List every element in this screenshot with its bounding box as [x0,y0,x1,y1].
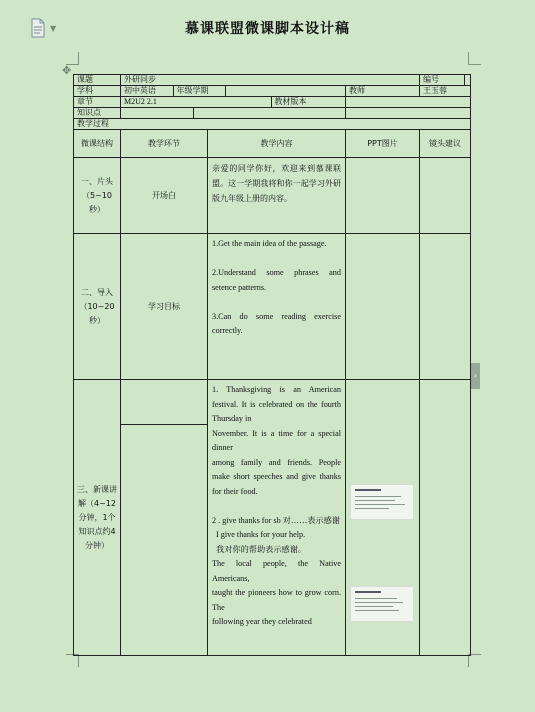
ppt-thumbnail-image[interactable] [350,586,414,622]
side-panel-toggle-icon[interactable]: › [471,363,480,389]
row-camera[interactable] [420,234,471,380]
table-row [74,380,471,656]
grade-label: 年级学期 [173,86,225,96]
info-row-process [74,119,471,130]
discipline-label: 学科 [74,86,121,97]
row-content[interactable]: 1.Get the main idea of the passage. 2.Understand some phrases and setence patterns. 3.Can do some reading exercise correctly. [208,234,346,380]
table-move-handle-icon[interactable]: ✥ [62,64,72,77]
number-value[interactable] [464,75,470,85]
edition-label: 教材版本 [274,97,307,106]
row-camera[interactable] [420,380,471,656]
subject-value[interactable]: 外研同步 [124,75,156,84]
margin-corner-mark [66,52,79,65]
header-content: 教学内容 [208,130,346,158]
ppt-thumbnail-image[interactable] [350,484,414,520]
margin-corner-mark [468,52,481,65]
chevron-down-icon[interactable]: ▼ [50,24,57,33]
row-camera[interactable] [420,158,471,234]
row-structure[interactable]: 二、导入（10~20秒） [74,234,121,380]
row-content[interactable]: 1. Thanksgiving is an American festival. It is celebrated on the fourth Thursday in November. It is a time for a special dinner among family and friends. People make short speeches and give thanks for their food. 2 . give thanks for sb 对……表示感谢 I give thanks for your help. 我对你的帮助表示感谢。 The local people, the Native Americans, taught the pioneers how to grow corn. The following year they celebrated [208,380,346,656]
header-camera: 镜头建议 [420,130,471,158]
chapter-label: 章节 [74,97,121,108]
teacher-value[interactable]: 王玉蓉 [420,86,471,97]
row-content[interactable]: 亲爱的同学你好，欢迎来到慕课联盟。这一学期我将和你一起学习外研版九年级上册的内容。 [208,158,346,234]
page-title: 慕课联盟微课脚本设计稿 [185,21,350,37]
header-ppt: PPT图片 [346,130,420,158]
number-label: 编号 [420,75,464,85]
info-row-discipline [74,86,471,97]
discipline-value[interactable]: 初中英语 [121,86,173,96]
table-row [74,158,471,234]
row-structure[interactable]: 三、新课讲解（4~12分钟，1个知识点约4分钟） [74,380,121,656]
knowledge-value-3[interactable] [346,108,471,119]
process-label: 教学过程 [74,119,471,130]
knowledge-value[interactable] [121,108,193,118]
knowledge-value-2[interactable] [193,108,345,118]
header-step: 教学环节 [121,130,208,158]
info-row-subject [74,75,471,86]
chapter-value[interactable]: M2U2 2.1 [121,97,271,107]
row-ppt[interactable] [346,234,420,380]
edition-value[interactable] [346,97,471,108]
row-step[interactable]: 学习目标 [121,234,208,380]
info-row-knowledge [74,108,471,119]
grade-value[interactable] [225,86,345,96]
column-header-row [74,130,471,158]
script-table [73,74,470,656]
knowledge-label: 知识点 [74,108,121,119]
row-ppt[interactable] [346,158,420,234]
table-row [74,234,471,380]
row-ppt[interactable] [346,380,420,656]
info-row-chapter [74,97,471,108]
teacher-label: 教师 [346,86,420,97]
row-step[interactable]: 开场白 [121,158,208,234]
subject-label: 课题 [74,75,121,86]
row-structure[interactable]: 一、片头（5~10秒） [74,158,121,234]
row-step[interactable] [121,380,208,656]
header-structure: 微课结构 [74,130,121,158]
